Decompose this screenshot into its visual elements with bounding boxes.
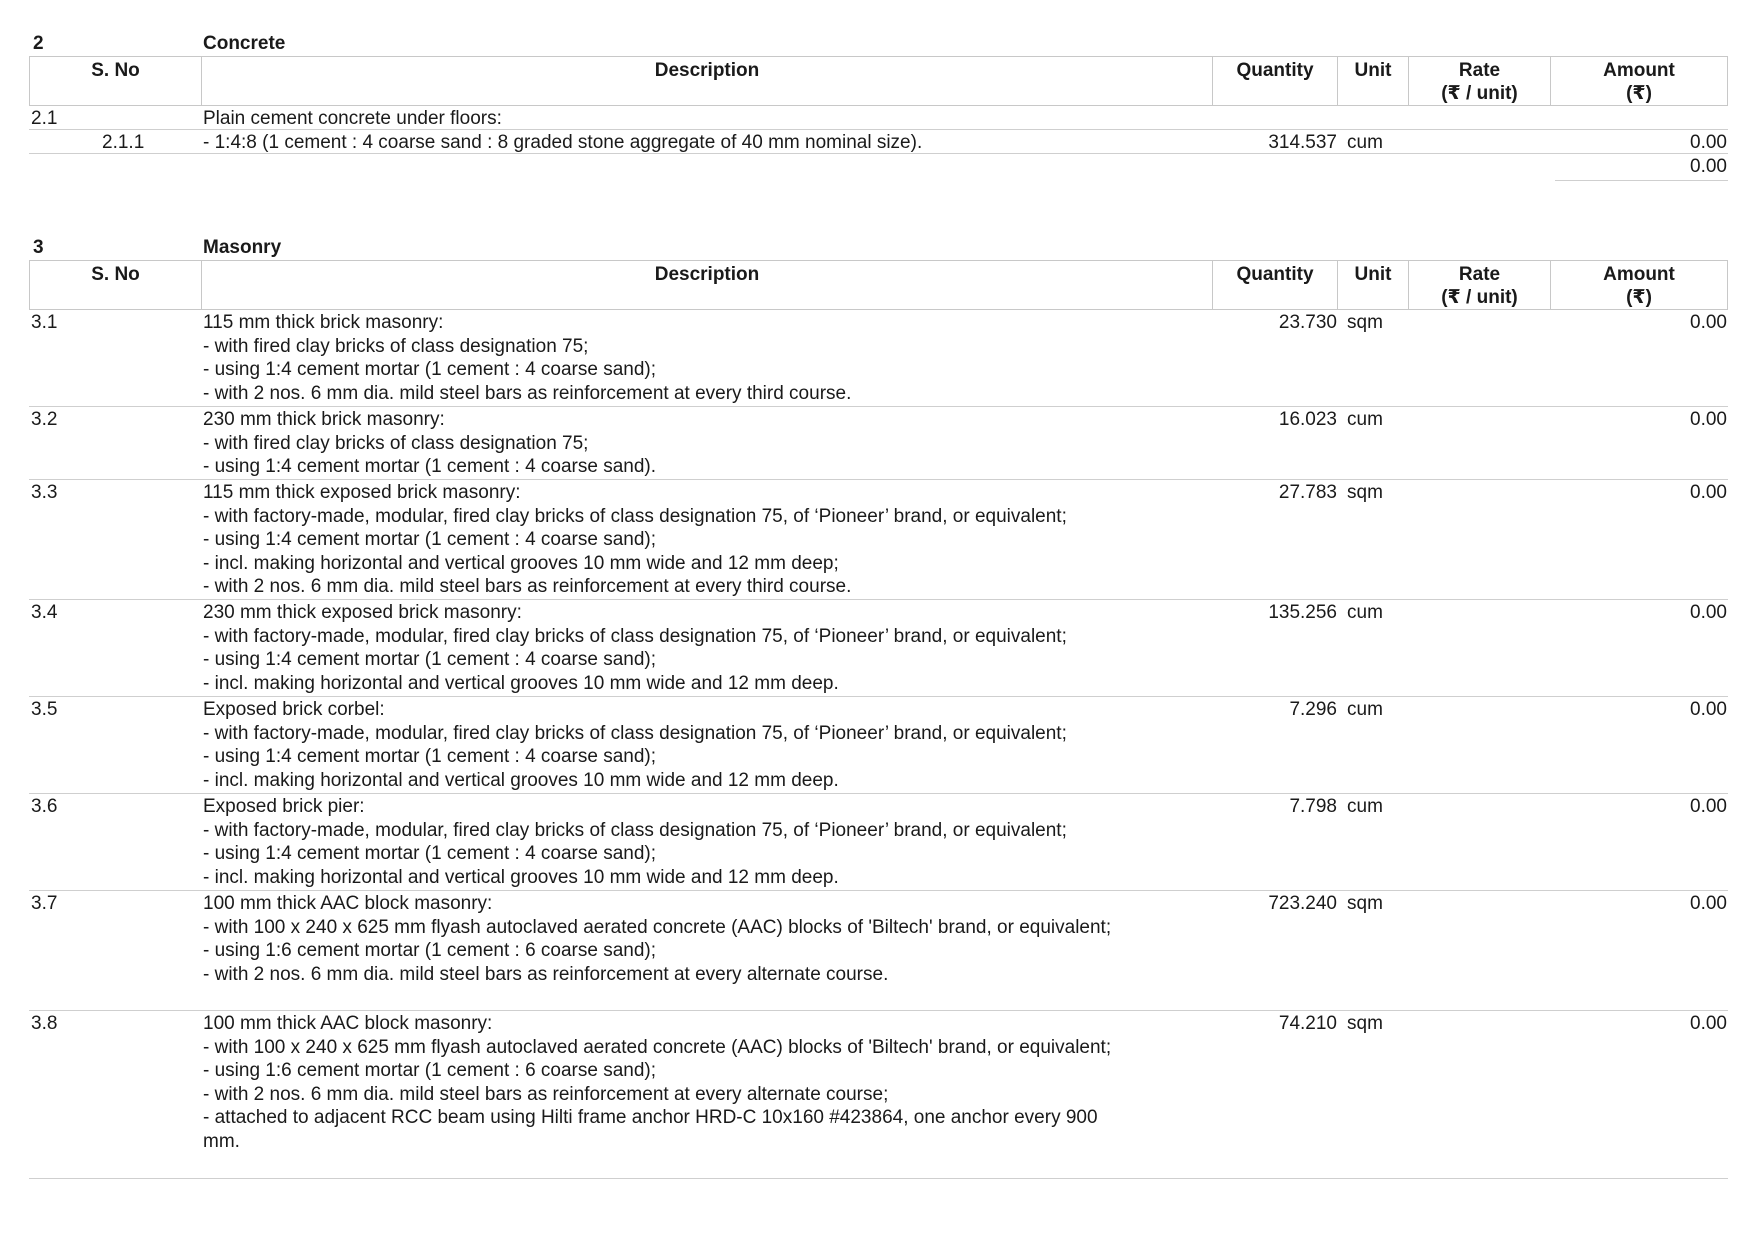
subtotal-rule	[1555, 180, 1728, 181]
section-title: Concrete	[203, 33, 286, 54]
section-subtotal	[29, 154, 1728, 181]
header-rate-line1: Rate	[1458, 264, 1501, 285]
table-row	[29, 1011, 1728, 1179]
row-quantity: 135.256	[1268, 602, 1337, 623]
description-line: - incl. making horizontal and vertical grooves 10 mm wide and 12 mm deep;	[203, 552, 839, 574]
row-quantity: 314.537	[1268, 132, 1337, 153]
description-line: - with fired clay bricks of class designation 75;	[203, 335, 589, 357]
row-sno: 3.8	[31, 1013, 58, 1034]
header-rate	[1409, 57, 1551, 105]
section-number: 3	[33, 237, 44, 258]
row-sno: 3.6	[31, 796, 58, 817]
row-description	[203, 408, 656, 479]
row-unit: cum	[1347, 132, 1383, 153]
description-line: - with 100 x 240 x 625 mm flyash autoclaved aerated concrete (AAC) blocks of 'Biltech' brand, or equivalent;	[203, 1036, 1112, 1058]
row-unit: sqm	[1347, 312, 1383, 333]
section-masonry	[29, 233, 1728, 1179]
row-sno: 3.1	[31, 312, 58, 333]
description-line: Exposed brick corbel:	[203, 699, 385, 720]
table-row	[29, 310, 1728, 407]
description-line: mm.	[203, 1130, 240, 1152]
table-row	[29, 480, 1728, 600]
description-line: - attached to adjacent RCC beam using Hilti frame anchor HRD-C 10x160 #423864, one anchor every 900	[203, 1107, 1098, 1128]
description-line: - using 1:4 cement mortar (1 cement : 4 coarse sand);	[203, 529, 657, 550]
row-unit: sqm	[1347, 893, 1383, 914]
description-line: 230 mm thick exposed brick masonry:	[203, 602, 522, 623]
header-amount-line1: Amount	[1603, 60, 1675, 81]
row-sno: 3.7	[31, 893, 58, 914]
description-line: - incl. making horizontal and vertical grooves 10 mm wide and 12 mm deep.	[203, 672, 839, 694]
row-description: - 1:4:8 (1 cement : 4 coarse sand : 8 graded stone aggregate of 40 mm nominal size).	[203, 132, 923, 153]
description-line: - with factory-made, modular, fired clay bricks of class designation 75, of ‘Pioneer’ brand, or equivalent;	[203, 722, 1067, 744]
boq-sheet	[29, 29, 1728, 1179]
description-line: - with 2 nos. 6 mm dia. mild steel bars as reinforcement at every third course.	[203, 576, 852, 597]
description-line: - with 100 x 240 x 625 mm flyash autoclaved aerated concrete (AAC) blocks of 'Biltech' brand, or equivalent;	[203, 916, 1112, 938]
description-line: 115 mm thick exposed brick masonry:	[203, 482, 521, 503]
table-row	[29, 106, 1728, 130]
header-rate-line2: (₹ / unit)	[1441, 287, 1518, 308]
row-description	[203, 795, 1067, 889]
header-rate	[1409, 261, 1551, 309]
description-line: - using 1:6 cement mortar (1 cement : 6 coarse sand);	[203, 1060, 657, 1081]
row-quantity: 23.730	[1278, 312, 1337, 333]
description-line: - with factory-made, modular, fired clay bricks of class designation 75, of ‘Pioneer’ brand, or equivalent;	[203, 505, 1067, 527]
row-amount: 0.00	[1690, 132, 1727, 153]
header-quantity: Quantity	[1213, 261, 1338, 309]
section-number: 2	[33, 33, 44, 54]
description-line: 100 mm thick AAC block masonry:	[203, 1013, 493, 1034]
header-amount-line2: (₹)	[1626, 287, 1652, 308]
row-amount: 0.00	[1690, 699, 1727, 720]
section-title: Masonry	[203, 237, 282, 258]
row-quantity: 27.783	[1278, 482, 1337, 503]
header-description: Description	[202, 261, 1213, 309]
row-quantity: 7.296	[1289, 699, 1337, 720]
header-unit: Unit	[1338, 57, 1409, 105]
description-line: Exposed brick pier:	[203, 796, 365, 817]
description-line: - incl. making horizontal and vertical grooves 10 mm wide and 12 mm deep.	[203, 769, 839, 791]
header-sno: S. No	[30, 57, 202, 105]
description-line: - incl. making horizontal and vertical grooves 10 mm wide and 12 mm deep.	[203, 866, 839, 888]
table-row	[29, 794, 1728, 891]
row-description	[203, 601, 1067, 695]
row-description	[203, 481, 1067, 599]
subtotal-amount: 0.00	[1690, 156, 1727, 177]
row-sno: 2.1	[31, 108, 58, 129]
header-unit: Unit	[1338, 261, 1409, 309]
description-line: 230 mm thick brick masonry:	[203, 409, 445, 430]
row-amount: 0.00	[1690, 893, 1727, 914]
row-sno: 3.4	[31, 602, 58, 623]
row-quantity: 74.210	[1278, 1013, 1337, 1034]
row-description	[203, 892, 1111, 986]
table-row	[29, 600, 1728, 697]
header-rate-line2: (₹ / unit)	[1441, 83, 1518, 104]
row-amount: 0.00	[1690, 312, 1727, 333]
description-line: 100 mm thick AAC block masonry:	[203, 893, 493, 914]
row-unit: cum	[1347, 409, 1383, 430]
header-sno: S. No	[30, 261, 202, 309]
description-line: - with 2 nos. 6 mm dia. mild steel bars as reinforcement at every third course.	[203, 382, 852, 404]
row-quantity: 723.240	[1268, 893, 1337, 914]
row-description	[203, 1012, 1111, 1153]
row-unit: cum	[1347, 699, 1383, 720]
table-row	[29, 697, 1728, 794]
row-amount: 0.00	[1690, 1013, 1727, 1034]
header-amount	[1551, 57, 1727, 105]
row-amount: 0.00	[1690, 482, 1727, 503]
section-heading	[29, 29, 1728, 56]
header-description: Description	[202, 57, 1213, 105]
description-line: - with 2 nos. 6 mm dia. mild steel bars as reinforcement at every alternate course.	[203, 963, 889, 985]
row-unit: sqm	[1347, 482, 1383, 503]
section-spacer	[29, 181, 1728, 233]
header-amount-line2: (₹)	[1626, 83, 1652, 104]
header-amount-line1: Amount	[1603, 264, 1675, 285]
row-quantity: 16.023	[1278, 409, 1337, 430]
description-line: - using 1:4 cement mortar (1 cement : 4 coarse sand);	[203, 746, 657, 767]
row-sno: 3.2	[31, 409, 58, 430]
table-row	[29, 891, 1728, 1011]
table-header	[29, 56, 1728, 106]
section-concrete	[29, 29, 1728, 181]
row-description	[203, 311, 851, 405]
section-heading	[29, 233, 1728, 260]
description-line: 115 mm thick brick masonry:	[203, 312, 444, 333]
description-line: - using 1:4 cement mortar (1 cement : 4 coarse sand);	[203, 843, 657, 864]
header-rate-line1: Rate	[1458, 60, 1501, 81]
header-quantity: Quantity	[1213, 57, 1338, 105]
description-line: - with factory-made, modular, fired clay bricks of class designation 75, of ‘Pioneer’ brand, or equivalent;	[203, 819, 1067, 841]
table-row	[29, 130, 1728, 154]
description-line: - using 1:6 cement mortar (1 cement : 6 coarse sand);	[203, 940, 657, 961]
row-sno: 3.5	[31, 699, 58, 720]
row-unit: cum	[1347, 602, 1383, 623]
description-line: - using 1:4 cement mortar (1 cement : 4 coarse sand).	[203, 456, 657, 477]
row-quantity: 7.798	[1289, 796, 1337, 817]
description-line: - with factory-made, modular, fired clay bricks of class designation 75, of ‘Pioneer’ brand, or equivalent;	[203, 625, 1067, 647]
description-line: - with fired clay bricks of class designation 75;	[203, 432, 589, 454]
row-description: Plain cement concrete under floors:	[203, 108, 502, 129]
header-amount	[1551, 261, 1727, 309]
row-amount: 0.00	[1690, 602, 1727, 623]
row-amount: 0.00	[1690, 796, 1727, 817]
row-unit: sqm	[1347, 1013, 1383, 1034]
row-sno: 2.1.1	[102, 132, 145, 153]
row-description	[203, 698, 1067, 792]
row-sno: 3.3	[31, 482, 58, 503]
description-line: - using 1:4 cement mortar (1 cement : 4 coarse sand);	[203, 359, 657, 380]
row-unit: cum	[1347, 796, 1383, 817]
row-amount: 0.00	[1690, 409, 1727, 430]
table-row	[29, 407, 1728, 480]
table-header	[29, 260, 1728, 310]
description-line: - with 2 nos. 6 mm dia. mild steel bars as reinforcement at every alternate course;	[203, 1083, 889, 1105]
description-line: - using 1:4 cement mortar (1 cement : 4 coarse sand);	[203, 649, 657, 670]
